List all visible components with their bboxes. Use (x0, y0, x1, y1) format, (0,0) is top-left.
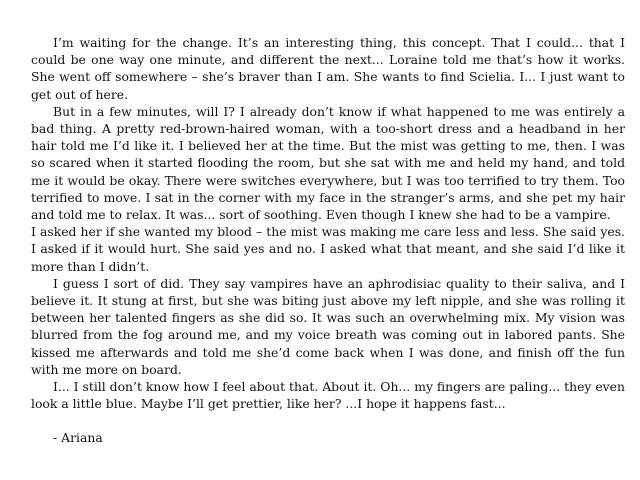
paragraph-5: I... I still don’t know how I feel about that. About it. Oh... my fingers are paling... they even look a little blue. Maybe I’ll get prettier, like her? ...I hope it happens fast... (31, 379, 625, 412)
paragraph-4: I guess I sort of did. They say vampires have an aphrodisiac quality to their saliva, and I believe it. It stung at first, but she was biting just above my left nipple, and she was rolling it between her talented fingers as she did so. It was such an overwhelming mix. My vision was blurred from the fog around me, and my voice breath was coming out in labored pants. She kissed me afterwards and told me she’d come back when I was done, and finish off the fun with me more on board. (31, 275, 625, 377)
paragraph-2: But in a few minutes, will I? I already don’t know if what happened to me was entirely a bad thing. A pretty red-brown-haired woman, with a too-short dress and a headband in her hair told me I’d like it. I believed her at the time. But the mist was getting to me, then. I was so scared when it started flooding the room, but she sat with me and held my hand, and told me it would be okay. There were switches everywhere, but I was too terrified to try them. Too terrified to move. I sat in the corner with my face in the stranger’s arms, and she pet my hair and told me to relax. It was... sort of soothing. Even though I knew she had to be a vampire. (31, 103, 625, 223)
paragraph-1: I’m waiting for the change. It’s an interesting thing, this concept. That I could... that I could be one way one minute, and different the next... Loraine told me that’s how it works. She went off somewhere – she’s braver than I am. She wants to find Scielia. I... I just want to get out of here. (31, 35, 625, 102)
document-body (31, 34, 625, 447)
signature: - Ariana (53, 430, 103, 446)
paragraph-3: I asked her if she wanted my blood – the mist was making me care less and less. She said yes. I asked if it would hurt. She said yes and no. I asked what that meant, and she said I’d like it more than I didn’t. (31, 224, 625, 274)
